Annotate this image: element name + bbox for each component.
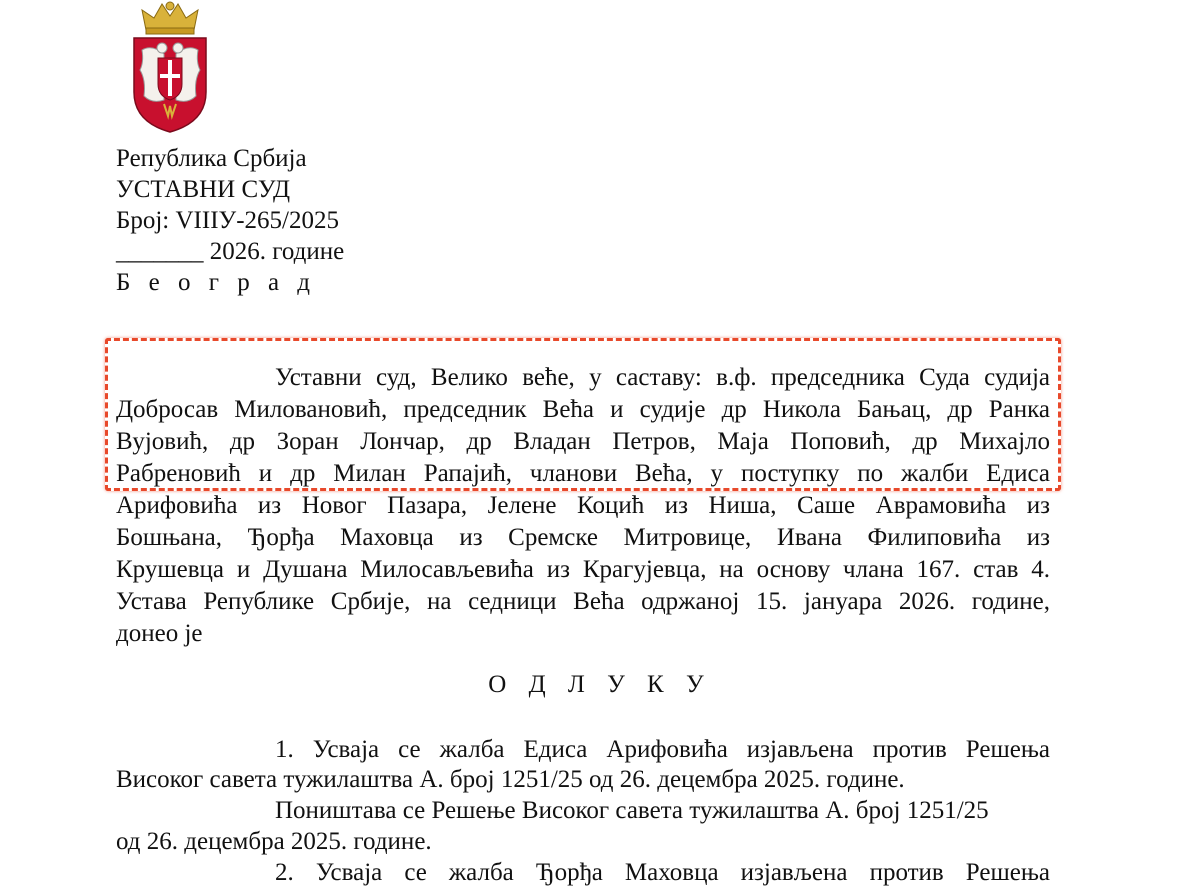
intro-line-5: Арифовића из Новог Пазара, Јелене Коцић из Ниша, Саше Аврамовића из — [116, 492, 1050, 519]
highlight-annotation-box — [105, 338, 1061, 491]
intro-line-9: донео је — [116, 620, 203, 647]
intro-line-8: Устава Републике Србије, на седници Већа одржаној 15. јануара 2026. године, — [116, 588, 1050, 615]
intro-line-6: Бошњана, Ђорђа Маховца из Сремске Митровице, Ивана Филиповића из — [116, 524, 1050, 551]
city-name: Б е о г р а д — [116, 269, 317, 296]
case-number: Број: VIIIУ-265/2025 — [116, 207, 339, 234]
court-name: УСТАВНИ СУД — [116, 176, 291, 203]
decision-title: О Д Л У К У — [488, 671, 712, 698]
coat-of-arms-icon — [124, 0, 216, 134]
intro-line-4: Рабреновић и др Милан Рапајић, чланови Већа, у поступку по жалби Едиса — [116, 460, 1050, 487]
intro-line-7: Крушевца и Душана Милосављевића из Крагујевца, на основу члана 167. став 4. — [116, 556, 1050, 583]
decision-line-5: 2. Усваја се жалба Ђорђа Маховца изјављена против Решења — [275, 859, 1050, 886]
decision-line-1: 1. Усваја се жалба Едиса Арифовића изјављена против Решења — [275, 736, 1050, 763]
decision-line-4: од 26. децембра 2025. године. — [116, 828, 432, 855]
intro-line-1: Уставни суд, Велико веће, у саставу: в.ф. председника Суда судија — [275, 364, 1050, 391]
intro-line-3: Вујовић, др Зоран Лончар, др Владан Петров, Маја Поповић, др Михајло — [116, 428, 1050, 455]
republic-name: Република Србија — [116, 145, 307, 172]
decision-line-3: Поништава се Решење Високог савета тужилаштва А. број 1251/25 — [275, 797, 989, 824]
date-line: _______ 2026. године — [116, 238, 345, 265]
decision-line-2: Високог савета тужилаштва А. број 1251/25 од 26. децембра 2025. године. — [116, 766, 905, 793]
intro-line-2: Добросав Миловановић, председник Већа и судије др Никола Бањац, др Ранка — [116, 396, 1050, 423]
